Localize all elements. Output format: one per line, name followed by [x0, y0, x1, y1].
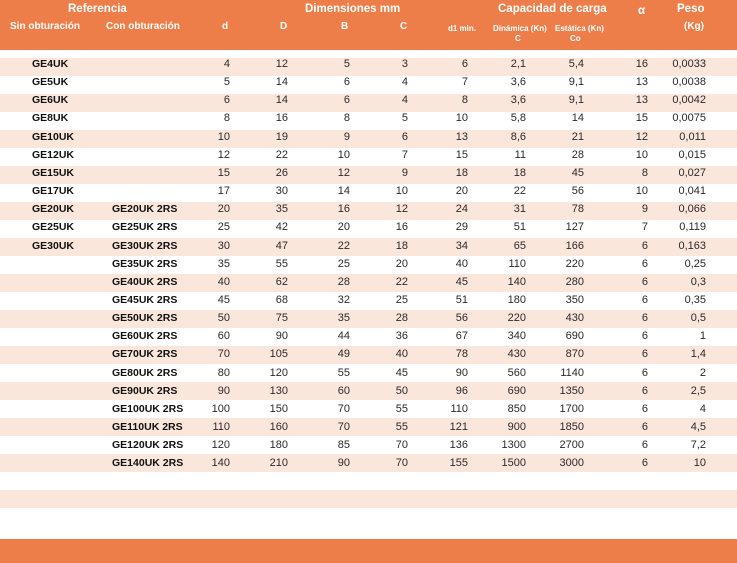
cell-C: 36: [395, 330, 408, 343]
cell-D: 105: [269, 348, 288, 361]
cell-B: 70: [337, 402, 350, 415]
cell-dinamica: 1300: [501, 439, 526, 452]
cell-D: 47: [275, 239, 288, 252]
cell-B: 70: [337, 421, 350, 433]
cell-sin-obturacion: GE6UK: [32, 94, 69, 107]
cell-D: 19: [275, 130, 288, 143]
header-sin-obturacion: Sin obturación: [10, 21, 80, 32]
cell-peso: 0,0075: [672, 112, 706, 125]
cell-estatica: 45: [571, 166, 584, 179]
row-stripe: [0, 490, 737, 508]
cell-dinamica: 690: [507, 384, 526, 397]
cell-dinamica: 11: [514, 148, 526, 161]
cell-d1: 13: [455, 130, 468, 143]
cell-peso: 0,163: [678, 239, 706, 252]
cell-con-obturacion: GE90UK 2RS: [112, 384, 178, 397]
cell-estatica: 78: [571, 203, 584, 216]
cell-con-obturacion: GE40UK 2RS: [112, 275, 178, 288]
cell-alpha: 6: [641, 348, 648, 361]
cell-d1: 29: [455, 221, 468, 234]
cell-estatica: 127: [565, 221, 584, 234]
cell-B: 12: [337, 166, 350, 179]
cell-peso: 0,5: [690, 312, 706, 325]
table-row: [0, 201, 737, 219]
cell-con-obturacion: GE140UK 2RS: [112, 457, 184, 470]
cell-con-obturacion: GE60UK 2RS: [112, 330, 178, 343]
cell-D: 12: [275, 58, 288, 70]
cell-C: 50: [395, 384, 408, 397]
cell-peso: 7,2: [690, 439, 706, 452]
cell-peso: 0,3: [690, 275, 706, 288]
cell-D: 14: [275, 94, 288, 107]
cell-B: 14: [337, 185, 350, 198]
cell-D: 22: [275, 148, 288, 161]
cell-d: 60: [217, 330, 230, 343]
cell-d1: 136: [449, 439, 468, 452]
cell-d1: 67: [455, 330, 468, 343]
cell-d1: 15: [455, 148, 468, 161]
cell-C: 70: [395, 439, 408, 452]
table-row: [0, 219, 737, 237]
cell-peso: 0,119: [679, 221, 706, 234]
cell-d1: 96: [455, 384, 468, 397]
header-dinamica: Dinámica (Kn): [493, 24, 547, 33]
cell-alpha: 15: [635, 112, 648, 125]
header-capacidad: Capacidad de carga: [498, 3, 607, 15]
cell-dinamica: 340: [507, 330, 526, 343]
cell-sin-obturacion: GE25UK: [32, 221, 75, 234]
cell-alpha: 6: [641, 366, 648, 379]
cell-alpha: 13: [635, 76, 648, 89]
cell-peso: 0,25: [684, 257, 706, 270]
cell-estatica: 3000: [559, 457, 584, 470]
cell-sin-obturacion: GE4UK: [32, 58, 69, 70]
table-row: [0, 74, 737, 92]
cell-peso: 0,0033: [672, 58, 706, 70]
cell-estatica: 1700: [559, 402, 584, 415]
cell-estatica: 1140: [560, 366, 584, 379]
cell-dinamica: 560: [507, 366, 526, 379]
header-col-D: D: [280, 21, 288, 32]
cell-C: 25: [395, 293, 408, 306]
table-row: [0, 419, 737, 437]
cell-dinamica: 220: [507, 312, 526, 325]
cell-C: 9: [401, 166, 408, 179]
cell-con-obturacion: GE120UK 2RS: [112, 439, 184, 452]
cell-peso: 0,0038: [672, 76, 706, 89]
cell-alpha: 6: [641, 275, 648, 288]
cell-estatica: 14: [571, 112, 584, 125]
cell-D: 42: [275, 221, 288, 234]
cell-B: 35: [337, 312, 350, 325]
cell-sin-obturacion: GE5UK: [32, 76, 69, 89]
cell-peso: 2: [699, 366, 706, 379]
cell-B: 60: [337, 384, 350, 397]
cell-alpha: 8: [641, 166, 648, 179]
cell-d: 140: [211, 457, 230, 470]
table-row: [0, 92, 737, 110]
cell-d1: 155: [449, 457, 468, 470]
cell-d: 120: [211, 439, 230, 452]
cell-D: 30: [275, 185, 288, 198]
cell-dinamica: 110: [508, 257, 526, 270]
cell-d1: 20: [455, 185, 468, 198]
cell-alpha: 6: [641, 330, 648, 343]
table-row: [0, 328, 737, 346]
cell-estatica: 2700: [559, 439, 584, 452]
cell-d: 45: [217, 293, 230, 306]
header-col-B: B: [341, 21, 349, 32]
cell-d1: 40: [455, 257, 468, 270]
cell-con-obturacion: GE25UK 2RS: [112, 221, 178, 234]
cell-D: 180: [269, 439, 288, 452]
cell-dinamica: 5,8: [510, 112, 526, 125]
cell-alpha: 6: [641, 421, 648, 433]
cell-D: 35: [275, 203, 288, 216]
header-col-d: d: [222, 21, 229, 32]
cell-B: 85: [337, 439, 350, 452]
cell-d1: 51: [455, 293, 468, 306]
cell-d: 110: [212, 421, 230, 433]
cell-alpha: 9: [641, 203, 648, 216]
header-con-obturacion: Con obturación: [106, 21, 180, 32]
cell-estatica: 5,4: [568, 58, 584, 70]
cell-peso: 10: [693, 457, 706, 470]
header-peso-unit: (Kg): [684, 21, 704, 32]
cell-d1: 56: [455, 312, 468, 325]
header-alpha: α: [638, 5, 646, 17]
cell-d: 6: [223, 94, 230, 107]
cell-D: 90: [275, 330, 288, 343]
cell-dinamica: 1500: [501, 457, 526, 470]
cell-C: 22: [395, 275, 408, 288]
cell-d: 25: [217, 221, 230, 234]
table-row: [0, 365, 737, 383]
cell-sin-obturacion: GE10UK: [32, 130, 75, 143]
cell-C: 3: [401, 58, 408, 70]
cell-estatica: 220: [565, 257, 584, 270]
table-row: [0, 383, 737, 401]
table-row: [0, 437, 737, 455]
cell-con-obturacion: GE80UK 2RS: [112, 366, 178, 379]
cell-con-obturacion: GE45UK 2RS: [112, 293, 178, 306]
cell-alpha: 6: [641, 239, 648, 252]
cell-con-obturacion: GE70UK 2RS: [112, 348, 178, 361]
cell-peso: 4,5: [690, 421, 706, 433]
cell-d1: 24: [455, 203, 468, 216]
header-dimensiones: Dimensiones mm: [305, 3, 401, 15]
cell-peso: 2,5: [690, 384, 706, 397]
cell-dinamica: 900: [507, 421, 526, 433]
cell-dinamica: 180: [507, 293, 526, 306]
table-row: [0, 292, 737, 310]
cell-estatica: 870: [565, 348, 584, 361]
cell-con-obturacion: GE20UK 2RS: [112, 203, 178, 216]
header-estatica-symbol: Co: [570, 34, 581, 43]
header-peso: Peso: [677, 3, 705, 15]
table-row: [0, 147, 737, 165]
cell-estatica: 9,1: [568, 94, 584, 107]
cell-alpha: 10: [635, 148, 648, 161]
cell-D: 210: [269, 457, 288, 470]
cell-d1: 45: [455, 275, 468, 288]
cell-dinamica: 22: [513, 185, 526, 198]
cell-dinamica: 850: [507, 402, 526, 415]
cell-C: 20: [395, 257, 408, 270]
cell-sin-obturacion: GE15UK: [32, 166, 75, 179]
cell-B: 28: [337, 275, 350, 288]
header-referencia: Referencia: [68, 3, 127, 15]
table-row: [0, 346, 737, 364]
cell-D: 75: [275, 312, 288, 325]
cell-d1: 121: [449, 421, 468, 433]
cell-alpha: 6: [641, 457, 648, 470]
cell-dinamica: 31: [513, 203, 526, 216]
table-row: [0, 310, 737, 328]
cell-d1: 110: [450, 402, 468, 415]
cell-alpha: 6: [641, 439, 648, 452]
cell-B: 5: [343, 58, 350, 70]
cell-sin-obturacion: GE17UK: [32, 185, 75, 198]
cell-D: 150: [269, 402, 288, 415]
cell-estatica: 1850: [559, 421, 584, 433]
cell-d: 50: [217, 312, 230, 325]
cell-peso: 0,027: [678, 166, 706, 179]
cell-B: 16: [337, 203, 350, 216]
cell-peso: 4: [699, 402, 706, 415]
cell-d: 17: [217, 185, 230, 198]
cell-d: 40: [217, 275, 230, 288]
cell-d: 12: [217, 148, 230, 161]
table-row: [0, 165, 737, 183]
cell-B: 55: [337, 366, 350, 379]
cell-C: 55: [395, 421, 408, 433]
cell-C: 4: [401, 94, 408, 107]
table-header: [0, 0, 737, 50]
cell-d: 35: [217, 257, 230, 270]
table-row: [0, 401, 737, 419]
cell-B: 44: [337, 330, 350, 343]
cell-peso: 0,066: [678, 203, 706, 216]
cell-alpha: 12: [635, 130, 648, 143]
cell-B: 25: [337, 257, 350, 270]
cell-D: 68: [275, 293, 288, 306]
cell-B: 22: [337, 239, 350, 252]
cell-con-obturacion: GE50UK 2RS: [112, 312, 178, 325]
cell-d: 80: [217, 366, 230, 379]
cell-dinamica: 3,6: [510, 94, 526, 107]
cell-D: 62: [275, 275, 288, 288]
cell-d1: 18: [455, 166, 468, 179]
cell-peso: 0,041: [678, 185, 706, 198]
cell-alpha: 6: [641, 402, 648, 415]
cell-B: 6: [343, 94, 350, 107]
cell-d: 15: [217, 166, 230, 179]
cell-alpha: 6: [641, 384, 648, 397]
cell-con-obturacion: GE110UK 2RS: [112, 421, 183, 433]
table-row: [0, 256, 737, 274]
cell-d: 70: [217, 348, 230, 361]
cell-B: 10: [337, 148, 350, 161]
cell-estatica: 430: [565, 312, 584, 325]
cell-d1: 10: [455, 112, 468, 125]
cell-D: 14: [275, 76, 288, 89]
table-row: [0, 110, 737, 128]
cell-con-obturacion: GE30UK 2RS: [112, 239, 178, 252]
cell-estatica: 690: [565, 330, 584, 343]
footer-bar: [0, 539, 737, 563]
cell-d: 8: [223, 112, 230, 125]
cell-D: 16: [275, 112, 288, 125]
cell-C: 18: [395, 239, 408, 252]
cell-peso: 1: [699, 330, 706, 343]
cell-estatica: 21: [571, 130, 584, 143]
cell-alpha: 10: [635, 185, 648, 198]
header-estatica: Estática (Kn): [555, 24, 604, 33]
cell-B: 49: [337, 348, 350, 361]
cell-d1: 6: [461, 58, 468, 70]
table-row: [0, 129, 737, 147]
cell-d: 90: [217, 384, 230, 397]
cell-d1: 8: [461, 94, 468, 107]
cell-d1: 7: [461, 76, 468, 89]
cell-peso: 0,015: [678, 148, 706, 161]
cell-D: 130: [269, 384, 288, 397]
cell-alpha: 6: [641, 312, 648, 325]
table-row: [0, 56, 737, 74]
cell-estatica: 56: [571, 185, 584, 198]
cell-dinamica: 2,1: [510, 58, 526, 70]
cell-B: 9: [343, 130, 350, 143]
cell-sin-obturacion: GE8UK: [32, 112, 69, 125]
cell-C: 5: [401, 112, 408, 125]
cell-sin-obturacion: GE12UK: [32, 148, 75, 161]
header-col-d1: d1 min.: [448, 24, 477, 33]
cell-alpha: 13: [635, 94, 648, 107]
cell-dinamica: 51: [513, 221, 526, 234]
cell-C: 70: [395, 457, 408, 470]
cell-sin-obturacion: GE30UK: [32, 239, 75, 252]
table-row: [0, 238, 737, 256]
table-row: [0, 455, 737, 473]
cell-dinamica: 8,6: [510, 130, 526, 143]
cell-alpha: 16: [635, 58, 648, 70]
cell-C: 7: [401, 148, 408, 161]
cell-alpha: 7: [641, 221, 648, 234]
cell-C: 6: [401, 130, 408, 143]
cell-con-obturacion: GE35UK 2RS: [112, 257, 178, 270]
header-dinamica-symbol: C: [515, 34, 521, 43]
cell-peso: 0,0042: [672, 94, 706, 107]
cell-C: 45: [395, 366, 408, 379]
cell-peso: 0,011: [679, 130, 706, 143]
cell-alpha: 6: [641, 257, 648, 270]
cell-C: 10: [395, 185, 408, 198]
cell-B: 8: [343, 112, 350, 125]
cell-D: 120: [269, 366, 288, 379]
cell-d: 10: [217, 130, 230, 143]
cell-dinamica: 65: [513, 239, 526, 252]
cell-dinamica: 18: [513, 166, 526, 179]
cell-estatica: 1350: [559, 384, 584, 397]
cell-alpha: 6: [641, 293, 648, 306]
cell-peso: 1,4: [690, 348, 706, 361]
header-col-C: C: [400, 21, 408, 32]
cell-B: 20: [337, 221, 350, 234]
cell-C: 55: [395, 402, 408, 415]
cell-sin-obturacion: GE20UK: [32, 203, 75, 216]
cell-d: 20: [217, 203, 230, 216]
cell-d1: 34: [455, 239, 468, 252]
cell-d: 100: [211, 402, 230, 415]
cell-estatica: 28: [571, 148, 584, 161]
cell-C: 4: [401, 76, 408, 89]
cell-C: 16: [395, 221, 408, 234]
cell-D: 160: [269, 421, 288, 433]
cell-B: 32: [337, 293, 350, 306]
table-row: [0, 274, 737, 292]
cell-estatica: 166: [565, 239, 584, 252]
cell-dinamica: 3,6: [510, 76, 526, 89]
cell-peso: 0,35: [684, 293, 706, 306]
cell-dinamica: 430: [507, 348, 526, 361]
cell-d: 5: [223, 76, 230, 89]
cell-estatica: 280: [565, 275, 584, 288]
cell-B: 90: [337, 457, 350, 470]
cell-d: 30: [217, 239, 230, 252]
cell-dinamica: 140: [507, 275, 526, 288]
cell-C: 28: [395, 312, 408, 325]
cell-C: 40: [395, 348, 408, 361]
cell-estatica: 350: [565, 293, 584, 306]
cell-d1: 78: [455, 348, 468, 361]
cell-D: 55: [275, 257, 288, 270]
cell-d1: 90: [455, 366, 468, 379]
table-row: [0, 183, 737, 201]
cell-estatica: 9,1: [568, 76, 584, 89]
cell-con-obturacion: GE100UK 2RS: [112, 402, 184, 415]
cell-C: 12: [395, 203, 408, 216]
cell-D: 26: [275, 166, 288, 179]
cell-d: 4: [223, 58, 230, 70]
cell-B: 6: [343, 76, 350, 89]
